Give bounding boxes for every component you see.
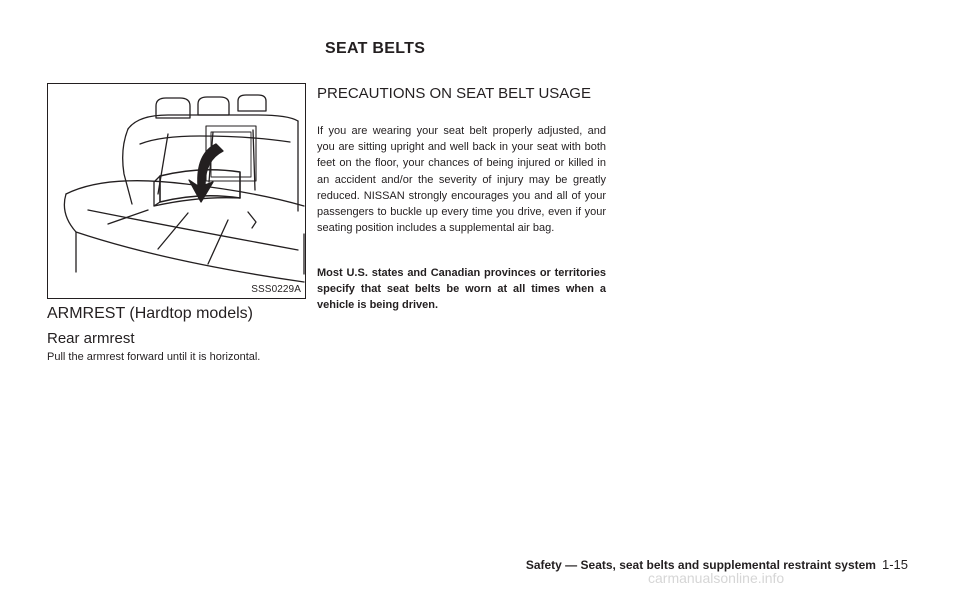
section-heading: SEAT BELTS — [325, 40, 426, 57]
figure-code: SSS0229A — [251, 284, 301, 295]
precautions-paragraph: If you are wearing your seat belt properly adjusted, and you are sitting upright and well back in your seat with both feet on the floor, your chances of being injured or killed in an accident and/or the severity of injury may be greatly reduced. NISSAN strongly encourages you and all of your passengers to buckle up every time you drive, even if your seating position includes a supplemental air bag. — [317, 125, 606, 235]
precautions-subheading: PRECAUTIONS ON SEAT BELT USAGE — [317, 85, 591, 102]
rear-armrest-subheading: Rear armrest — [47, 330, 135, 347]
page-number: 1-15 — [881, 557, 908, 572]
watermark: carmanualsonline.info — [648, 570, 785, 586]
rear-armrest-paragraph: Pull the armrest forward until it is horizontal. — [47, 351, 261, 363]
footer-section-title: Safety — Seats, seat belts and supplemental restraint system — [525, 558, 876, 572]
armrest-figure — [47, 83, 306, 299]
rear-seat-armrest-illustration-icon — [48, 84, 306, 299]
legal-requirement-paragraph: Most U.S. states and Canadian provinces or territories specify that seat belts be worn at all times when a vehicle is being driven. — [317, 267, 606, 312]
armrest-heading: ARMREST (Hardtop models) — [47, 305, 253, 322]
